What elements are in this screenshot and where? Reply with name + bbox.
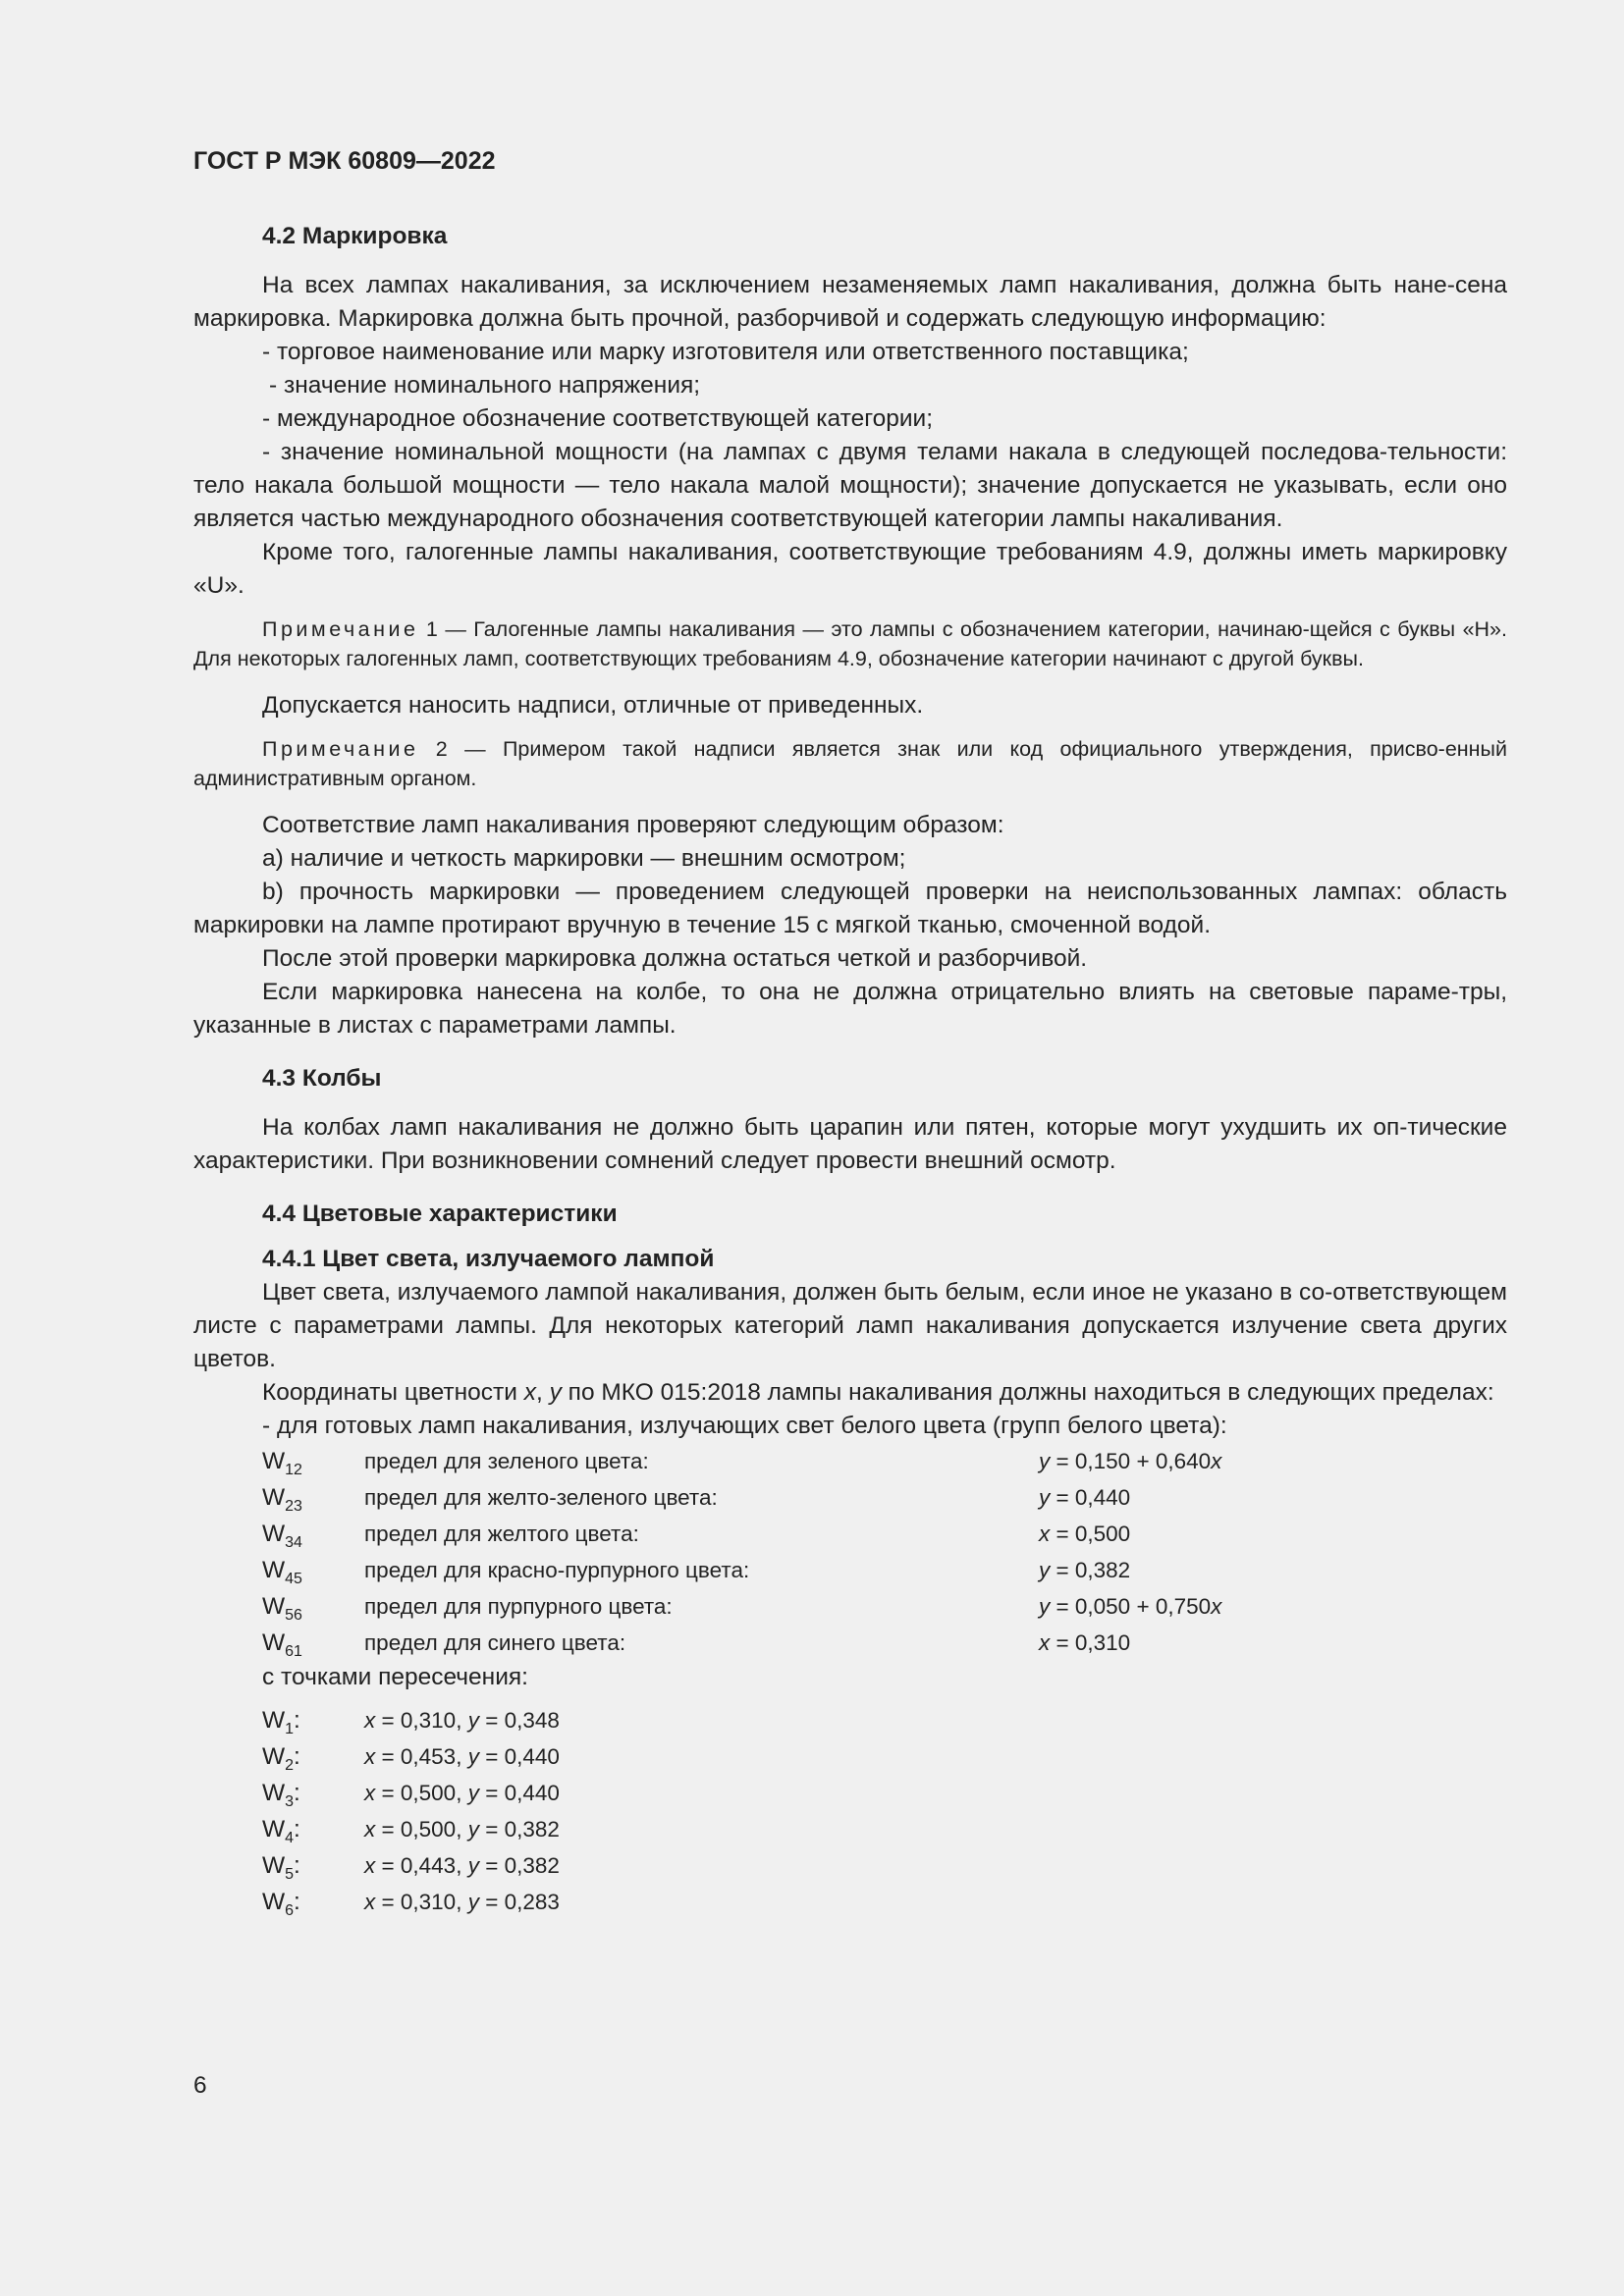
document-body (193, 220, 1507, 1920)
document-header: ГОСТ Р МЭК 60809—2022 (193, 147, 496, 175)
list-item: - значение номинальной мощности (на лампах с двумя телами накала в следующей последова-тельности: тело накала большой мощности — тело накала малой мощности); значение допускается не указывать, если оно является частью международного обозначения соответствующей категории лампы накаливания. (193, 439, 1507, 532)
paragraph: a) наличие и четкость маркировки — внешним осмотром; (262, 845, 906, 872)
paragraph: После этой проверки маркировка должна остаться четкой и разборчивой. (262, 945, 1088, 972)
note-text: 2 — Примером такой надписи является знак или код официального утверждения, присво-енный административным органом. (193, 737, 1507, 790)
section-4-3-title: 4.3 Колбы (262, 1065, 382, 1092)
paragraph: Цвет света, излучаемого лампой накаливания, должен быть белым, если иное не указано в со-ответствующем листе с параметрами лампы. Для некоторых категорий ламп накаливания допускается излучение света других цветов. (193, 1279, 1507, 1372)
limit-row: $W_{12}$ предел для зеленого цвета: y = 0,150 + 0,640x (262, 1448, 1222, 1478)
section-4-4-title: 4.4 Цветовые характеристики (262, 1201, 618, 1227)
point-row: $W_1$: x = 0,310, y = 0,348 (262, 1707, 560, 1737)
note-1 (193, 614, 1507, 673)
paragraph: Координаты цветности x, y по МКО 015:2018 лампы накаливания должны находиться в следующих пределах: (262, 1379, 1494, 1406)
paragraph: Кроме того, галогенные лампы накаливания, соответствующие требованиям 4.9, должны иметь маркировку «U». (193, 539, 1507, 599)
paragraph: b) прочность маркировки — проведением следующей проверки на неиспользованных лампах: область маркировки на лампе протирают вручную в течение 15 с мягкой тканью, смоченной водой. (193, 879, 1507, 938)
note-label: Примечание (262, 737, 419, 761)
point-row: $W_2$: x = 0,453, y = 0,440 (262, 1743, 560, 1774)
paragraph: Соответствие ламп накаливания проверяют следующим образом: (262, 812, 1004, 838)
note-text: 1 — Галогенные лампы накаливания — это лампы с обозначением категории, начинаю-щейся с буквы «H». Для некоторых галогенных ламп, соответствующих требованиям 4.9, обозначение категории начинают с другой буквы. (193, 617, 1507, 670)
paragraph: На колбах ламп накаливания не должно быть царапин или пятен, которые могут ухудшить их оп-тические характеристики. При возникновении сомнений следует провести внешний осмотр. (193, 1114, 1507, 1174)
section-4-4-1-title: 4.4.1 Цвет света, излучаемого лампой (262, 1246, 715, 1272)
page-number: 6 (193, 2072, 207, 2099)
paragraph: Если маркировка нанесена на колбе, то она не должна отрицательно влиять на световые параме-тры, указанные в листах с параметрами лампы. (193, 979, 1507, 1039)
limit-row: $W_{23}$ предел для желто-зеленого цвета: y = 0,440 (262, 1484, 1131, 1515)
paragraph: На всех лампах накаливания, за исключением незаменяемых ламп накаливания, должна быть нане-сена маркировка. Маркировка должна быть прочной, разборчивой и содержать следующую информацию: (193, 272, 1507, 332)
limits-table (193, 1443, 1507, 1661)
points-table (193, 1702, 1507, 1920)
limit-row: $W_{56}$ предел для пурпурного цвета: y = 0,050 + 0,750x (262, 1593, 1222, 1624)
note-label: Примечание (262, 617, 419, 641)
paragraph: с точками пересечения: (262, 1664, 528, 1690)
list-item: - значение номинального напряжения; (269, 372, 701, 399)
point-row: $W_5$: x = 0,443, y = 0,382 (262, 1852, 560, 1883)
section-4-2-title: 4.2 Маркировка (262, 223, 448, 249)
limit-row: $W_{45}$ предел для красно-пурпурного цвета: y = 0,382 (262, 1557, 1131, 1587)
limit-row: $W_{61}$ предел для синего цвета: x = 0,310 (262, 1629, 1131, 1660)
list-item: - международное обозначение соответствующей категории; (262, 405, 934, 432)
point-row: $W_6$: x = 0,310, y = 0,283 (262, 1889, 560, 1919)
list-item: - для готовых ламп накаливания, излучающих свет белого цвета (групп белого цвета): (262, 1413, 1227, 1439)
point-row: $W_4$: x = 0,500, y = 0,382 (262, 1816, 560, 1846)
list-item: - торговое наименование или марку изготовителя или ответственного поставщика; (262, 339, 1189, 365)
note-2 (193, 734, 1507, 793)
paragraph: Допускается наносить надписи, отличные от приведенных. (262, 692, 924, 719)
point-row: $W_3$: x = 0,500, y = 0,440 (262, 1780, 560, 1810)
limit-row: $W_{34}$ предел для желтого цвета: x = 0,500 (262, 1521, 1131, 1551)
